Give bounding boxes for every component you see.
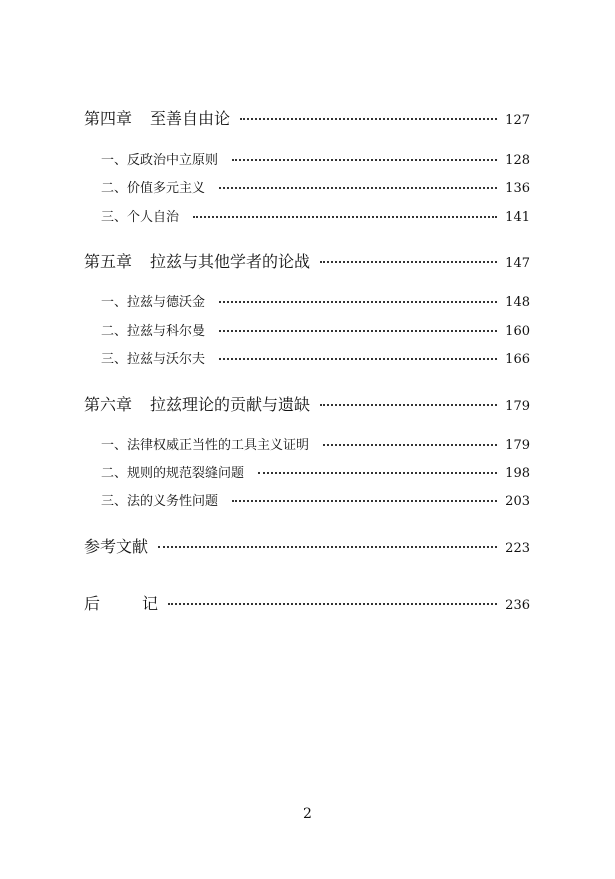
- dot-leader: [219, 330, 497, 332]
- toc-page-number: 236: [505, 598, 530, 613]
- page-number: 2: [303, 806, 312, 822]
- dot-leader: [320, 404, 497, 406]
- toc-page-number: 141: [505, 210, 530, 225]
- toc-page-number: 148: [505, 295, 530, 310]
- toc-entry-label: 三、法的义务性问题: [101, 494, 219, 509]
- dot-leader: [232, 159, 497, 161]
- dot-leader: [323, 444, 497, 446]
- toc-section-5-3[interactable]: [101, 348, 530, 367]
- toc-entry-label: 一、法律权威正当性的工具主义证明: [101, 438, 310, 453]
- toc-page-number: 198: [505, 466, 530, 481]
- toc-section-6-1[interactable]: [101, 434, 530, 453]
- toc-page-number: 147: [505, 256, 530, 271]
- toc-section-6-3[interactable]: [101, 490, 530, 509]
- toc-references[interactable]: [84, 534, 530, 557]
- toc-page-number: 166: [505, 352, 530, 367]
- dot-leader: [258, 472, 497, 474]
- toc-chapter-4[interactable]: [84, 106, 530, 129]
- toc-page-number: 203: [505, 494, 530, 509]
- toc-page-number: 128: [505, 153, 530, 168]
- toc-chapter-6[interactable]: [84, 392, 530, 415]
- dot-leader: [219, 301, 497, 303]
- dot-leader: [158, 546, 497, 548]
- toc-page-number: 179: [505, 438, 530, 453]
- toc-entry-label: 一、拉兹与德沃金: [101, 295, 206, 310]
- toc-page-number: 127: [505, 113, 530, 128]
- toc-entry-label: 三、拉兹与沃尔夫: [101, 352, 206, 367]
- toc-chapter-5[interactable]: [84, 249, 530, 272]
- dot-leader: [240, 118, 497, 120]
- toc-entry-label: 二、规则的规范裂缝问题: [101, 466, 245, 481]
- toc-entry-label: 二、价值多元主义: [101, 181, 206, 196]
- dot-leader: [219, 358, 497, 360]
- dot-leader: [219, 187, 497, 189]
- toc-section-4-2[interactable]: [101, 177, 530, 196]
- toc-entry-label: 一、反政治中立原则: [101, 153, 219, 168]
- toc-entry-label: 第五章 拉兹与其他学者的论战: [84, 252, 311, 271]
- toc-entry-label: 参考文献: [84, 537, 149, 556]
- dot-leader: [168, 603, 497, 605]
- toc-section-4-1[interactable]: [101, 149, 530, 168]
- toc-entry-label: 三、个人自治: [101, 210, 180, 225]
- toc-page-number: 136: [505, 181, 530, 196]
- toc-page-number: 160: [505, 324, 530, 339]
- toc-entry-label: 第四章 至善自由论: [84, 109, 231, 128]
- dot-leader: [320, 261, 497, 263]
- toc-section-4-3[interactable]: [101, 206, 530, 225]
- toc-section-5-1[interactable]: [101, 291, 530, 310]
- dot-leader: [193, 216, 497, 218]
- toc-entry-label: 后 记: [84, 594, 159, 613]
- toc-entry-label: 第六章 拉兹理论的贡献与遗缺: [84, 395, 311, 414]
- toc-section-6-2[interactable]: [101, 462, 530, 481]
- dot-leader: [232, 500, 497, 502]
- toc-entry-label: 二、拉兹与科尔曼: [101, 324, 206, 339]
- toc-page-number: 223: [505, 541, 530, 556]
- toc-afterword[interactable]: [84, 591, 530, 614]
- toc-page-number: 179: [505, 399, 530, 414]
- toc-section-5-2[interactable]: [101, 320, 530, 339]
